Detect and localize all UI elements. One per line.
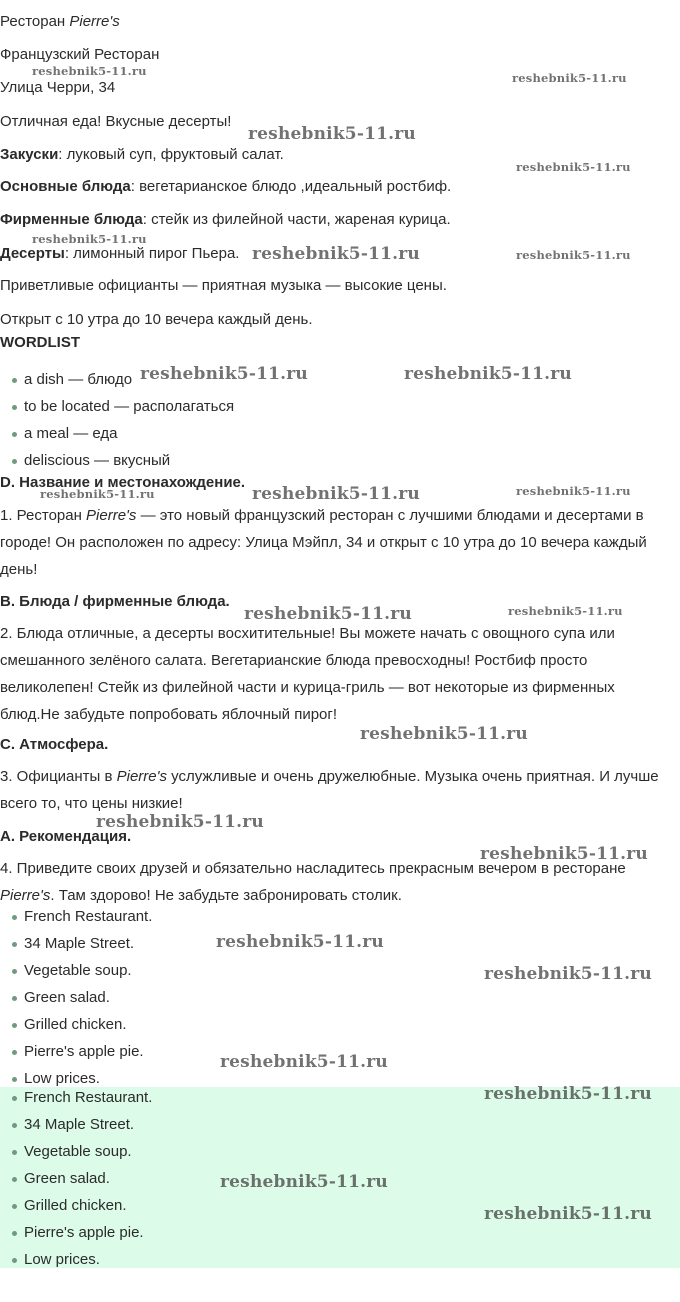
section-b-heading: B. Блюда / фирменные блюда.: [0, 593, 230, 610]
list-item: Low prices.: [10, 1246, 152, 1273]
bullet-icon: [12, 378, 17, 383]
watermark: reshebnik5-11.ru: [484, 1204, 652, 1224]
highlighted-answers-list: [10, 1084, 152, 1273]
watermark: reshebnik5-11.ru: [508, 604, 623, 618]
bullet-icon: [12, 915, 17, 920]
menu-desserts: [0, 244, 239, 264]
desserts-text: : лимонный пирог Пьера.: [64, 245, 240, 262]
restaurant-type: Французский Ресторан: [0, 46, 160, 63]
restaurant-name: Pierre's: [69, 13, 120, 30]
watermark: reshebnik5-11.ru: [484, 964, 652, 984]
list-item: French Restaurant.: [10, 903, 152, 930]
watermark: reshebnik5-11.ru: [516, 248, 631, 262]
list-item: a dish — блюдо: [10, 366, 234, 393]
watermark: reshebnik5-11.ru: [484, 1084, 652, 1104]
section-d-heading: D. Название и местонахождение.: [0, 474, 246, 491]
bullet-icon: [12, 459, 17, 464]
watermark: reshebnik5-11.ru: [32, 64, 147, 78]
bullet-icon: [12, 1023, 17, 1028]
bullet-icon: [12, 1050, 17, 1055]
restaurant-address: Улица Черри, 34: [0, 79, 116, 96]
bullet-icon: [12, 1177, 17, 1182]
section-a-heading: A. Рекомендация.: [0, 828, 132, 845]
list-item: Green salad.: [10, 1165, 152, 1192]
list-item: French Restaurant.: [10, 1084, 152, 1111]
watermark: reshebnik5-11.ru: [360, 724, 528, 744]
bullet-icon: [12, 1077, 17, 1082]
specials-label: Фирменные блюда: [0, 211, 143, 228]
watermark: reshebnik5-11.ru: [32, 232, 147, 246]
watermark: reshebnik5-11.ru: [216, 932, 384, 952]
bullet-icon: [12, 1096, 17, 1101]
hours-line: Открыт с 10 утра до 10 вечера каждый день.: [0, 311, 313, 328]
watermark: reshebnik5-11.ru: [480, 844, 648, 864]
watermark: reshebnik5-11.ru: [220, 1052, 388, 1072]
bullet-icon: [12, 1258, 17, 1263]
menu-specials: [0, 210, 451, 230]
list-item: Vegetable soup.: [10, 1138, 152, 1165]
list-item: a meal — еда: [10, 420, 234, 447]
answers-list: [10, 903, 152, 1092]
watermark: reshebnik5-11.ru: [140, 364, 308, 384]
list-item: to be located — располагаться: [10, 393, 234, 420]
bullet-icon: [12, 996, 17, 1001]
bullet-icon: [12, 969, 17, 974]
bullet-icon: [12, 432, 17, 437]
restaurant-title-line: [0, 12, 120, 32]
watermark: reshebnik5-11.ru: [516, 160, 631, 174]
watermark: reshebnik5-11.ru: [96, 812, 264, 832]
service-line: Приветливые официанты — приятная музыка — высокие цены.: [0, 277, 447, 294]
wordlist-title: WORDLIST: [0, 334, 80, 351]
bullet-icon: [12, 1123, 17, 1128]
section-d-text: 1. Ресторан Pierre's — это новый французский ресторан с лучшими блюдами и десертами в городе! Он расположен по адресу: Улица Мэйпл, 34 и открыт с 10 утра до 10 вечера каждый день!: [0, 507, 647, 578]
watermark: reshebnik5-11.ru: [40, 487, 155, 501]
section-c-text: 3. Официанты в Pierre's услужливые и очень дружелюбные. Музыка очень приятная. И лучше всего то, что цены низкие!: [0, 768, 659, 812]
watermark: reshebnik5-11.ru: [244, 604, 412, 624]
list-item: Pierre's apple pie.: [10, 1219, 152, 1246]
list-item: deliscious — вкусный: [10, 447, 234, 474]
list-item: Pierre's apple pie.: [10, 1038, 152, 1065]
watermark: reshebnik5-11.ru: [252, 484, 420, 504]
section-b-text: 2. Блюда отличные, а десерты восхитительные! Вы можете начать с овощного супа или смешанного зелёного салата. Вегетарианские блюда превосходны! Ростбиф просто великолепен! Стейк из филейной части и курица-гриль — вот некоторые из фирменных блюд.Не забудьте попробовать яблочный пирог!: [0, 625, 615, 723]
watermark: reshebnik5-11.ru: [512, 71, 627, 85]
watermark: reshebnik5-11.ru: [516, 484, 631, 498]
restaurant-prefix: Ресторан: [0, 13, 70, 30]
watermark: reshebnik5-11.ru: [248, 124, 416, 144]
watermark: reshebnik5-11.ru: [404, 364, 572, 384]
list-item: Green salad.: [10, 984, 152, 1011]
bullet-icon: [12, 405, 17, 410]
bullet-icon: [12, 1204, 17, 1209]
list-item: Vegetable soup.: [10, 957, 152, 984]
section-a-text: 4. Приведите своих друзей и обязательно насладитесь прекрасным вечером в ресторане Pierre's. Там здорово! Не забудьте забронировать столик.: [0, 860, 626, 904]
menu-starters: [0, 145, 284, 165]
bullet-icon: [12, 1150, 17, 1155]
starters-label: Закуски: [0, 146, 59, 163]
bullet-icon: [12, 942, 17, 947]
mains-label: Основные блюда: [0, 178, 131, 195]
restaurant-tagline: Отличная еда! Вкусные десерты!: [0, 113, 232, 130]
desserts-label: Десерты: [0, 245, 65, 262]
bullet-icon: [12, 1231, 17, 1236]
specials-text: : стейк из филейной части, жареная курица.: [142, 211, 451, 228]
list-item: Grilled chicken.: [10, 1192, 152, 1219]
starters-text: : луковый суп, фруктовый салат.: [58, 146, 284, 163]
section-c-heading: C. Атмосфера.: [0, 736, 109, 753]
menu-mains: [0, 177, 451, 197]
list-item: Grilled chicken.: [10, 1011, 152, 1038]
list-item: 34 Maple Street.: [10, 930, 152, 957]
watermark: reshebnik5-11.ru: [220, 1172, 388, 1192]
list-item: 34 Maple Street.: [10, 1111, 152, 1138]
list-item: Low prices.: [10, 1065, 152, 1092]
mains-text: : вегетарианское блюдо ,идеальный ростбиф.: [130, 178, 452, 195]
watermark: reshebnik5-11.ru: [252, 244, 420, 264]
